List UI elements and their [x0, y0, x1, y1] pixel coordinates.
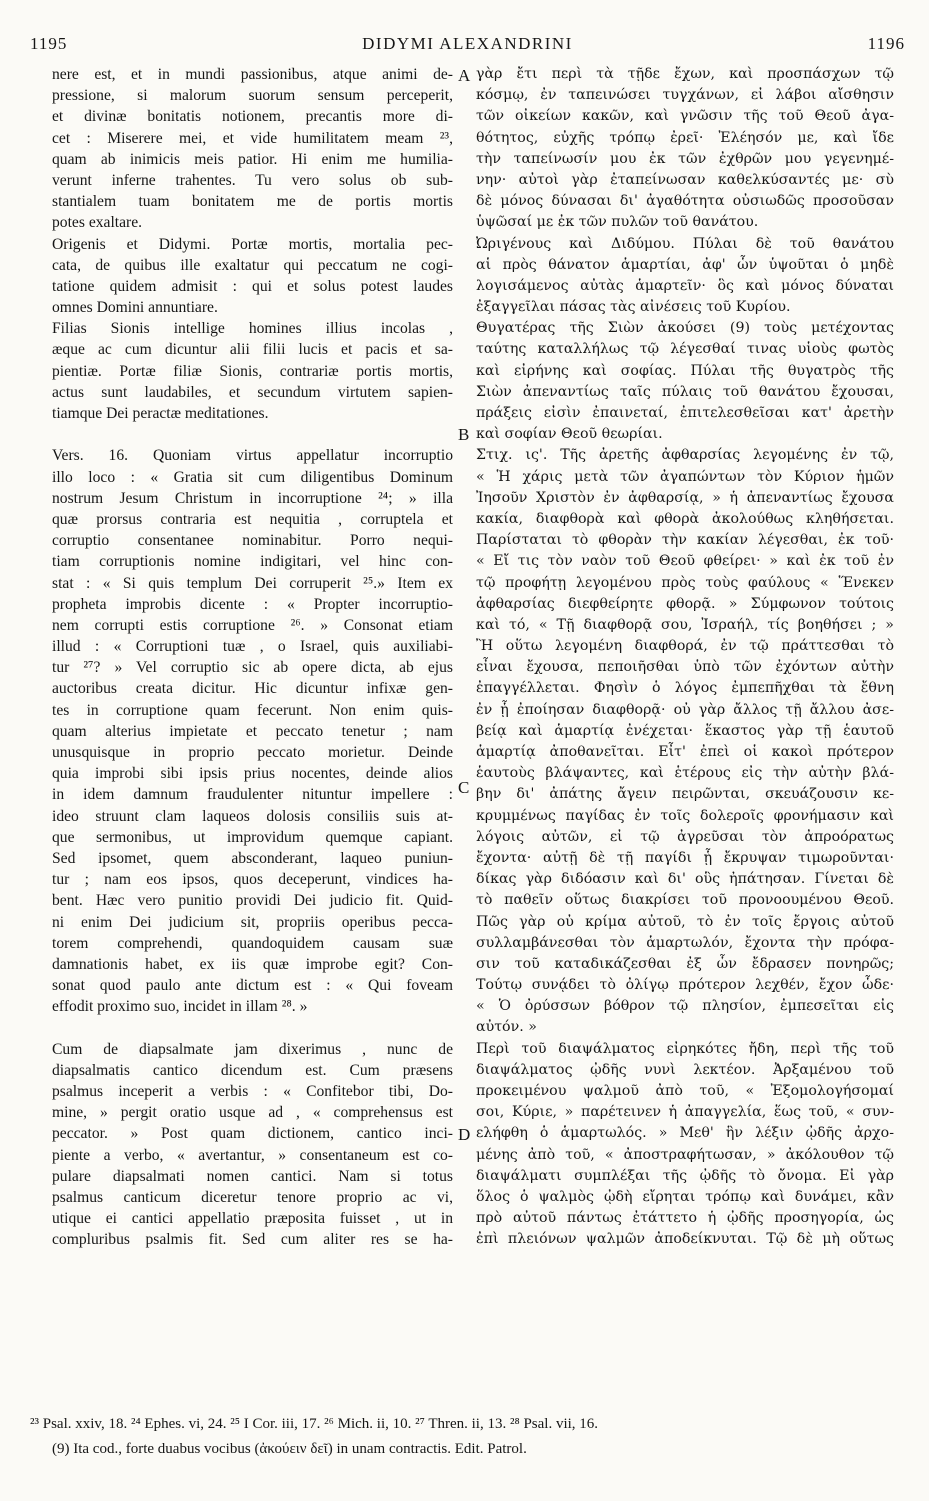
margin-letter-a: A: [458, 66, 471, 85]
text-line: tur ²⁷? » Vel corruptio sic ab opere dicta, ab ejus: [52, 659, 453, 677]
margin-letter-d: D: [458, 1125, 471, 1144]
page-number-right: 1196: [867, 34, 905, 53]
latin-column: [52, 64, 453, 1251]
text-line: μένης ἀπὸ τοῦ, « ἀποστραφήτωσαν, » ἀκόλουθον τῷ: [476, 1146, 894, 1163]
text-line: τὸ παθεῖν οὕτως διακρίσει τοῦ προνοουμένου Θεοῦ.: [476, 892, 894, 909]
page-number-left: 1195: [30, 34, 68, 53]
text-line: καὶ σοφίαν Θεοῦ θεωρίαι.: [476, 426, 663, 443]
text-line: σοι, Κύριε, » παρέτεινεν ἡ ἀπαγγελία, ἕως τοῦ, « συν-: [476, 1104, 894, 1121]
text-line: quia improbi sibi ipsis prius nocentes, deinde alios: [52, 765, 453, 783]
text-line: πρὸ αὐτοῦ πάντως ἐτάττετο ἡ ᾠδῆς προσηγορία, ὡς: [476, 1210, 894, 1227]
text-line: stantialem tuam bonitatem me de portis mortis: [52, 193, 453, 211]
text-line: utique ei cantici appellatio præposita fuisset , ut in: [52, 1210, 453, 1228]
text-line: peccator. » Post quam dictionem, cantico inci-: [52, 1125, 453, 1143]
text-line: auctoribus creata dicitur. Hic dicuntur infixæ gen-: [52, 680, 453, 698]
text-line: Vers. 16. Quoniam virtus appellatur incorruptio: [52, 447, 453, 465]
text-line: compluribus psalmis fit. Sed cum aliter res se ha-: [52, 1231, 453, 1249]
text-line: Τούτῳ συνᾴδει τὸ ὀλίγῳ πρότερον λεχθέν, ἔχον ὧδε·: [476, 977, 894, 994]
text-line: propheta improbis dicente : « Propter incorruptio-: [52, 595, 453, 613]
text-line: effodit proximo suo, incidet in illam ²⁸. »: [52, 998, 308, 1016]
text-line: tes in corruptione quam fecerunt. Non enim quis-: [52, 701, 453, 719]
footnote-editorial: (9) Ita cod., forte duabus vocibus (ἀκούειν δεῖ) in unam contractis. Edit. Patrol.: [52, 1441, 527, 1457]
text-line: τὴν ταπείνωσίν μου ἐκ τῶν ἐχθρῶν μου γεγενημέ-: [476, 150, 894, 167]
text-line: ταύτης καταλλήλως τῷ λέγεσθαί τινας υἱοὺς φωτὸς: [476, 341, 894, 358]
text-line: ἑαυτοὺς βλάψαντες, καὶ ἑτέρους εἰς τὴν αὐτὴν βλά-: [476, 765, 894, 782]
text-line: βην δι' ἀπάτης ἄγειν πειρῶνται, σκευάζουσιν κε-: [476, 786, 894, 803]
text-line: « Ὁ ὀρύσσων βόθρον τῷ πλησίον, ἐμπεσεῖται εἰς: [476, 998, 894, 1015]
text-line: torem comprehendi, quandoquidem causam suæ: [52, 934, 453, 952]
text-line: κακία, διαφθορὰ καὶ φθορὰ ἀκολούθως κληθήσεται.: [476, 510, 894, 527]
text-line: et divinæ bonitatis notionem, precantis more di-: [52, 108, 453, 126]
text-line: κόσμῳ, ἐν ταπεινώσει τυγχάνων, εἰ λάβοι αἴσθησιν: [476, 87, 894, 104]
text-line: illo loco : « Gratia sit cum diligentibus Dominum: [52, 468, 453, 486]
text-line: Στιχ. ις'. Τῆς ἀρετῆς ἀφθαρσίας λεγομένης ἐν τῷ,: [476, 447, 894, 464]
text-line: Filias Sionis intellige homines illius incolas ,: [52, 320, 453, 338]
text-line: « Ἡ χάρις μετὰ τῶν ἀγαπώντων τὸν Κύριον ἡμῶν: [476, 468, 894, 485]
text-line: Ἢ οὕτω λεγομένη διαφθορά, ἐν τῷ πράττεσθαι τὸ: [476, 638, 894, 655]
text-line: Πῶς γὰρ οὐ κρίμα αὐτοῦ, τὸ ἐν τοῖς ἔργοις αὐτοῦ: [476, 913, 894, 930]
text-line: σιν τοῦ καταδικάζεσθαι ἐξ ὧν ἔδρασεν πονηρῶς;: [476, 955, 894, 972]
text-line: λογισάμενος αὐτὰς ἁμαρτεῖν· ὃς καὶ μόνος δύναται: [476, 277, 894, 294]
text-line: quæ prorsus contraria est nequitia , corruptela et: [52, 510, 453, 528]
text-line: pientiæ. Portæ filiæ Sionis, contrariæ portis mortis,: [52, 362, 453, 380]
text-line: tiam corruptionis nomine indigitari, vel hinc con-: [52, 553, 453, 571]
text-line: illud : « Corruptioni tuæ , o Israel, quis auxiliabi-: [52, 638, 453, 656]
text-line: ἐπὶ πλειόνων ψαλμῶν ἀποδείκνυται. Τῷ δὲ μὴ οὕτως: [476, 1231, 894, 1248]
text-line: piente a verbo, « avertantur, » consentaneum est co-: [52, 1146, 453, 1164]
page-header: [30, 34, 905, 60]
text-line: nem corrupti estis corruptione ²⁶. » Consonat etiam: [52, 616, 453, 634]
text-line: ὅλος ὁ ψαλμὸς ᾠδὴ εἴρηται τρόπῳ καὶ δυνάμει, κἂν: [476, 1188, 894, 1205]
text-line: Origenis et Didymi. Portæ mortis, mortalia pec-: [52, 235, 453, 253]
text-line: nere est, et in mundi passionibus, atque animi de-: [52, 66, 453, 83]
text-line: καὶ εἰρήνης καὶ σοφίας. Πύλαι τῆς θυγατρὸς τῆς: [476, 362, 894, 379]
running-title: DIDYMI ALEXANDRINI: [362, 34, 573, 53]
text-line: συλλαμβάνεσθαι τὸν ἁμαρτωλόν, ἔχοντα τὴν πρόφα-: [476, 934, 894, 951]
text-line: pulare diapsalmati nomen cantici. Nam si totus: [52, 1167, 453, 1185]
text-line: ἁμαρτίᾳ ἀποθανεῖται. Εἶτ' ἐπεὶ οἱ κακοὶ πρότερον: [476, 744, 894, 760]
text-line: βείᾳ καὶ ἁμαρτίᾳ ἐνέχεται· ἕκαστος γὰρ τῇ ἑαυτοῦ: [476, 722, 894, 739]
text-line: λόγοις αὐτῶν, εἰ τῷ ἀγρεῦσαι τὸν ἀπροόρατως: [476, 828, 894, 845]
text-line: psalmus canticum diceretur tenore proprio ac vi,: [52, 1188, 453, 1206]
text-line: κρυμμένως παγίδας ἐν τοῖς δολεροῖς φρονήμασιν καὶ: [476, 807, 894, 824]
text-line: actus sunt laudabiles, et secundum virtutem sapien-: [52, 383, 453, 401]
text-line: quam ab inimicis meis patior. Hi enim me humilia-: [52, 150, 453, 168]
text-line: in idem damnum fraudulenter nituntur impellere :: [52, 786, 453, 804]
text-line: tatione quidem admisit : qui et solus potest laudes: [52, 277, 453, 295]
text-line: τῶν οἰκείων κακῶν, καὶ γνῶσιν τῆς τοῦ Θεοῦ ἀγα-: [476, 108, 894, 125]
text-line: πράξεις εἰσὶν ἐπαινεταί, ἐπιτελεσθεῖσαι κατ' ἀρετὴν: [476, 405, 894, 421]
text-line: que sermonibus, ut improvidum quemque capiant.: [52, 828, 453, 846]
footnotes: [30, 1412, 905, 1462]
text-line: νην· αὐτοὶ γὰρ ἐταπείνωσαν καθελκύσαντές με· σὺ: [476, 171, 894, 188]
margin-letter-b: B: [458, 425, 470, 444]
text-line: καὶ τό, « Τῇ διαφθορᾷ σου, Ἰσραήλ, τίς βοηθήσει ; »: [476, 616, 894, 633]
text-line: Ὠριγένους καὶ Διδύμου. Πύλαι δὲ τοῦ θανάτου: [476, 235, 894, 252]
text-line: pressione, si malorum suorum sensum perceperit,: [52, 87, 453, 105]
text-line: Ἰησοῦν Χριστὸν ἐν ἀφθαρσίᾳ, » ἡ ἀπεναντίως ἔχουσα: [476, 489, 894, 506]
text-line: αὐτόν. »: [476, 1019, 537, 1036]
text-line: Σιὼν ἀπεναντίως ταῖς πύλαις τοῦ θανάτου ἔχουσαι,: [476, 383, 894, 400]
text-line: quam alterius impietate et peccato tenetur ; nam: [52, 722, 453, 740]
text-line: Cum de diapsalmate jam dixerimus , nunc de: [52, 1040, 453, 1058]
text-line: αἱ πρὸς θάνατον ἁμαρτίαι, ἀφ' ὧν ὑψοῦται ὁ μηδὲ: [476, 256, 894, 273]
text-line: nostrum Jesum Christum in incorruptione ²⁴; » illa: [52, 489, 453, 507]
text-line: ἔχοντα· αὐτῇ δὲ τῇ παγίδι ᾗ ἔκρυψαν τιμωροῦνται·: [476, 849, 894, 866]
text-line: Περὶ τοῦ διαψάλματος εἰρηκότες ἤδη, περὶ τῆς τοῦ: [476, 1040, 894, 1057]
text-line: γὰρ ἔτι περὶ τὰ τῇδε ἔχων, καὶ προσπάσχων τῷ: [476, 66, 894, 82]
text-line: Θυγατέρας τῆς Σιὼν ἀκούσει (9) τοὺς μετέχοντας: [476, 320, 894, 337]
text-line: δὲ μόνος δύνασαι δι' ἀγαθότητα οὐσιωδῶς προσοῦσαν: [476, 193, 894, 210]
text-line: διαψάλματι συμπλέξαι τῆς ᾠδῆς τὸ ὄνομα. Εἰ γὰρ: [476, 1167, 894, 1184]
text-line: ἐπαγγέλλεται. Φησὶν ὁ λόγος ἐμπεπῆχθαι τὰ ἔθνη: [476, 680, 894, 697]
text-line: corruptio consentanee nominabitur. Porro nequi-: [52, 532, 453, 550]
text-line: δίκας γὰρ διδόασιν καὶ δι' οὓς ἠπάτησαν. Γίνεται δὲ: [476, 871, 894, 888]
text-line: Παρίσταται τὸ φθορὰν τὴν κακίαν λέγεσθαι, ἐκ τοῦ·: [476, 532, 894, 549]
text-line: ἀφθαρσίας διεφθείρητε φθορᾷ. » Σύμφωνον τούτοις: [476, 595, 894, 612]
text-line: Sed ipsomet, quem absconderant, laqueo puniun-: [52, 849, 453, 867]
text-line: διαψάλματος ᾠδῆς νυνὶ λεκτέον. Ἀρξαμένου τοῦ: [476, 1061, 894, 1078]
footnote-references: ²³ Psal. xxiv, 18. ²⁴ Ephes. vi, 24. ²⁵ I Cor. iii, 17. ²⁶ Mich. ii, 10. ²⁷ Thren. ii, 13. ²⁸ Psal. vii, 16.: [30, 1416, 599, 1432]
greek-column: [476, 64, 894, 1251]
text-line: unusquisque in proprio peccato morietur. Deinde: [52, 744, 453, 761]
text-line: θότητος, εὐχῆς τρόπῳ ἐρεῖ· Ἐλέησόν με, καὶ ἴδε: [476, 129, 894, 146]
margin-letter-c: C: [458, 778, 470, 797]
text-line: cet : Miserere mei, et vide humilitatem meam ²³,: [52, 129, 453, 147]
text-line: cata, de quibus ille exaltatur qui peccatum ne cogi-: [52, 256, 453, 274]
paragraph-gap: [52, 1017, 453, 1038]
text-line: « Εἴ τις τὸν ναὸν τοῦ Θεοῦ φθείρει· » καὶ ἐκ τοῦ ἐν: [476, 553, 894, 570]
text-line: ni enim Dei judicium sit, propriis operibus pecca-: [52, 913, 453, 931]
text-line: omnes Domini annuntiare.: [52, 299, 218, 317]
text-line: προκειμένου ψαλμοῦ ἀπὸ τοῦ, « Ἐξομολογήσομαί: [476, 1083, 894, 1099]
text-line: ελήφθη ὁ ἁμαρτωλός. » Μεθ' ἣν λέξιν ᾠδῆς ἀρχο-: [476, 1125, 894, 1142]
text-line: stat : « Si quis templum Dei corruperit ²⁵.» Item ex: [52, 574, 453, 592]
text-line: æque ac cum dicuntur alii filii lucis et pacis et sa-: [52, 341, 453, 359]
text-line: damnationis habet, ex iis quæ improbe egit? Con-: [52, 955, 453, 973]
text-line: εἶναι ἔχουσα, πεποιῆσθαι ὑπὸ τῶν ἐχόντων αὐτὴν: [476, 659, 894, 676]
text-line: ὑψῶσαί με ἐκ τῶν πυλῶν τοῦ θανάτου.: [476, 214, 759, 231]
text-line: verunt inferne trahentes. Tu vero solus ob sub-: [52, 171, 453, 189]
text-line: diapsalmatis cantico dicendum est. Cum præsens: [52, 1061, 453, 1079]
text-line: ἐν ᾗ ἐποίησαν διαφθορᾷ· οὐ γὰρ ἄλλος τῇ ἄλλου ἀσε-: [476, 701, 894, 718]
text-line: sonat quod paulo ante dictum est : « Qui foveam: [52, 977, 453, 995]
text-line: τῷ προφήτῃ λεγομένου πρὸς τοὺς φαύλους « Ἕνεκεν: [476, 574, 894, 591]
text-line: psalmus inceperit a verbis : « Confitebor tibi, Do-: [52, 1083, 453, 1100]
text-line: tiamque Dei peractæ meditationes.: [52, 405, 269, 422]
text-line: ἐξαγγεῖλαι πάσας τὰς αἰνέσεις τοῦ Κυρίου.: [476, 299, 791, 316]
text-line: bent. Hæc vero punitio providi Dei judicio fit. Quid-: [52, 892, 453, 910]
text-line: tur ; nam eos ipsos, quos deceperunt, vindices ha-: [52, 871, 453, 889]
text-line: potes exaltare.: [52, 214, 143, 232]
paragraph-gap: [52, 424, 453, 445]
text-line: ideo struunt clam laqueos dolosis consiliis suis at-: [52, 807, 453, 825]
text-line: mine, » pergit oratio usque ad , « comprehensus est: [52, 1104, 453, 1122]
